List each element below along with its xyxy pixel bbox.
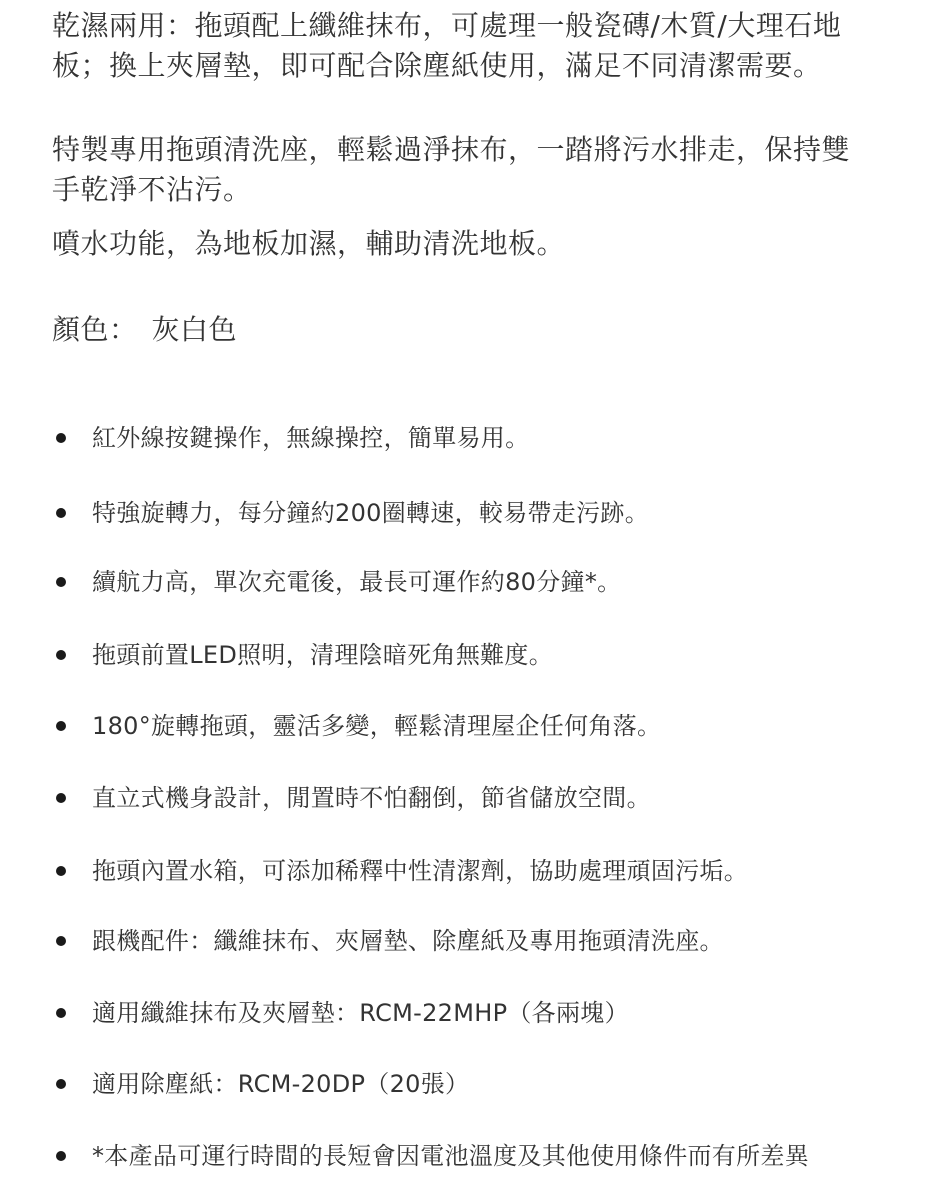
bullet-icon: [56, 650, 66, 660]
bullet-icon: [56, 508, 66, 518]
feature-text: *本產品可運行時間的長短會因電池溫度及其他使用條件而有所差異: [92, 1142, 809, 1170]
bullet-icon: [56, 936, 66, 946]
list-item: [52, 562, 932, 602]
feature-text: 拖頭前置LED照明，清理陰暗死角無難度。: [92, 641, 554, 669]
list-item: [52, 706, 932, 746]
bullet-icon: [56, 721, 66, 731]
list-item: [52, 778, 932, 818]
intro-paragraph-spray: 噴水功能，為地板加濕，輔助清洗地板。: [52, 227, 566, 260]
feature-text: 適用除塵紙：RCM-20DP（20張）: [92, 1070, 470, 1098]
bullet-icon: [56, 866, 66, 876]
feature-text: 紅外線按鍵操作，無線操控，簡單易用。: [92, 424, 530, 452]
intro-paragraph-cleaning-base: 特製專用拖頭清洗座，輕鬆過淨抹布，一踏將污水排走，保持雙手乾淨不沾污。: [52, 133, 851, 206]
bullet-icon: [56, 433, 66, 443]
color-value: 灰白色: [151, 313, 238, 346]
feature-text: 拖頭內置水箱，可添加稀釋中性清潔劑，協助處理頑固污垢。: [92, 857, 749, 885]
list-item: [52, 1064, 932, 1104]
intro-paragraph-wet-dry: 乾濕兩用：拖頭配上纖維抹布，可處理一般瓷磚/木質/大理石地板；換上夾層墊，即可配合除塵紙使用，滿足不同清潔需要。: [52, 9, 842, 82]
bullet-icon: [56, 1079, 66, 1089]
bullet-icon: [56, 793, 66, 803]
list-item: [52, 418, 932, 458]
feature-text: 適用纖維抹布及夾層墊：RCM-22MHP（各兩塊）: [92, 999, 629, 1027]
feature-text: 直立式機身設計，閒置時不怕翻倒，節省儲放空間。: [92, 784, 651, 812]
bullet-icon: [56, 1151, 66, 1161]
list-item: [52, 493, 932, 533]
list-item: [52, 921, 932, 961]
list-item: [52, 851, 932, 891]
list-item: [52, 1136, 932, 1176]
feature-text: 續航力高，單次充電後，最長可運作約80分鐘*。: [92, 568, 622, 596]
bullet-icon: [56, 1008, 66, 1018]
color-spec: [52, 310, 237, 350]
feature-text: 跟機配件：纖維抹布、夾層墊、除塵紙及專用拖頭清洗座。: [92, 927, 724, 955]
bullet-icon: [56, 577, 66, 587]
feature-text: 180°旋轉拖頭，靈活多變，輕鬆清理屋企任何角落。: [92, 712, 662, 740]
list-item: [52, 993, 932, 1033]
feature-text: 特強旋轉力，每分鐘約200圈轉速，較易帶走污跡。: [92, 499, 650, 527]
list-item: [52, 635, 932, 675]
color-label: 顏色：: [52, 313, 138, 346]
